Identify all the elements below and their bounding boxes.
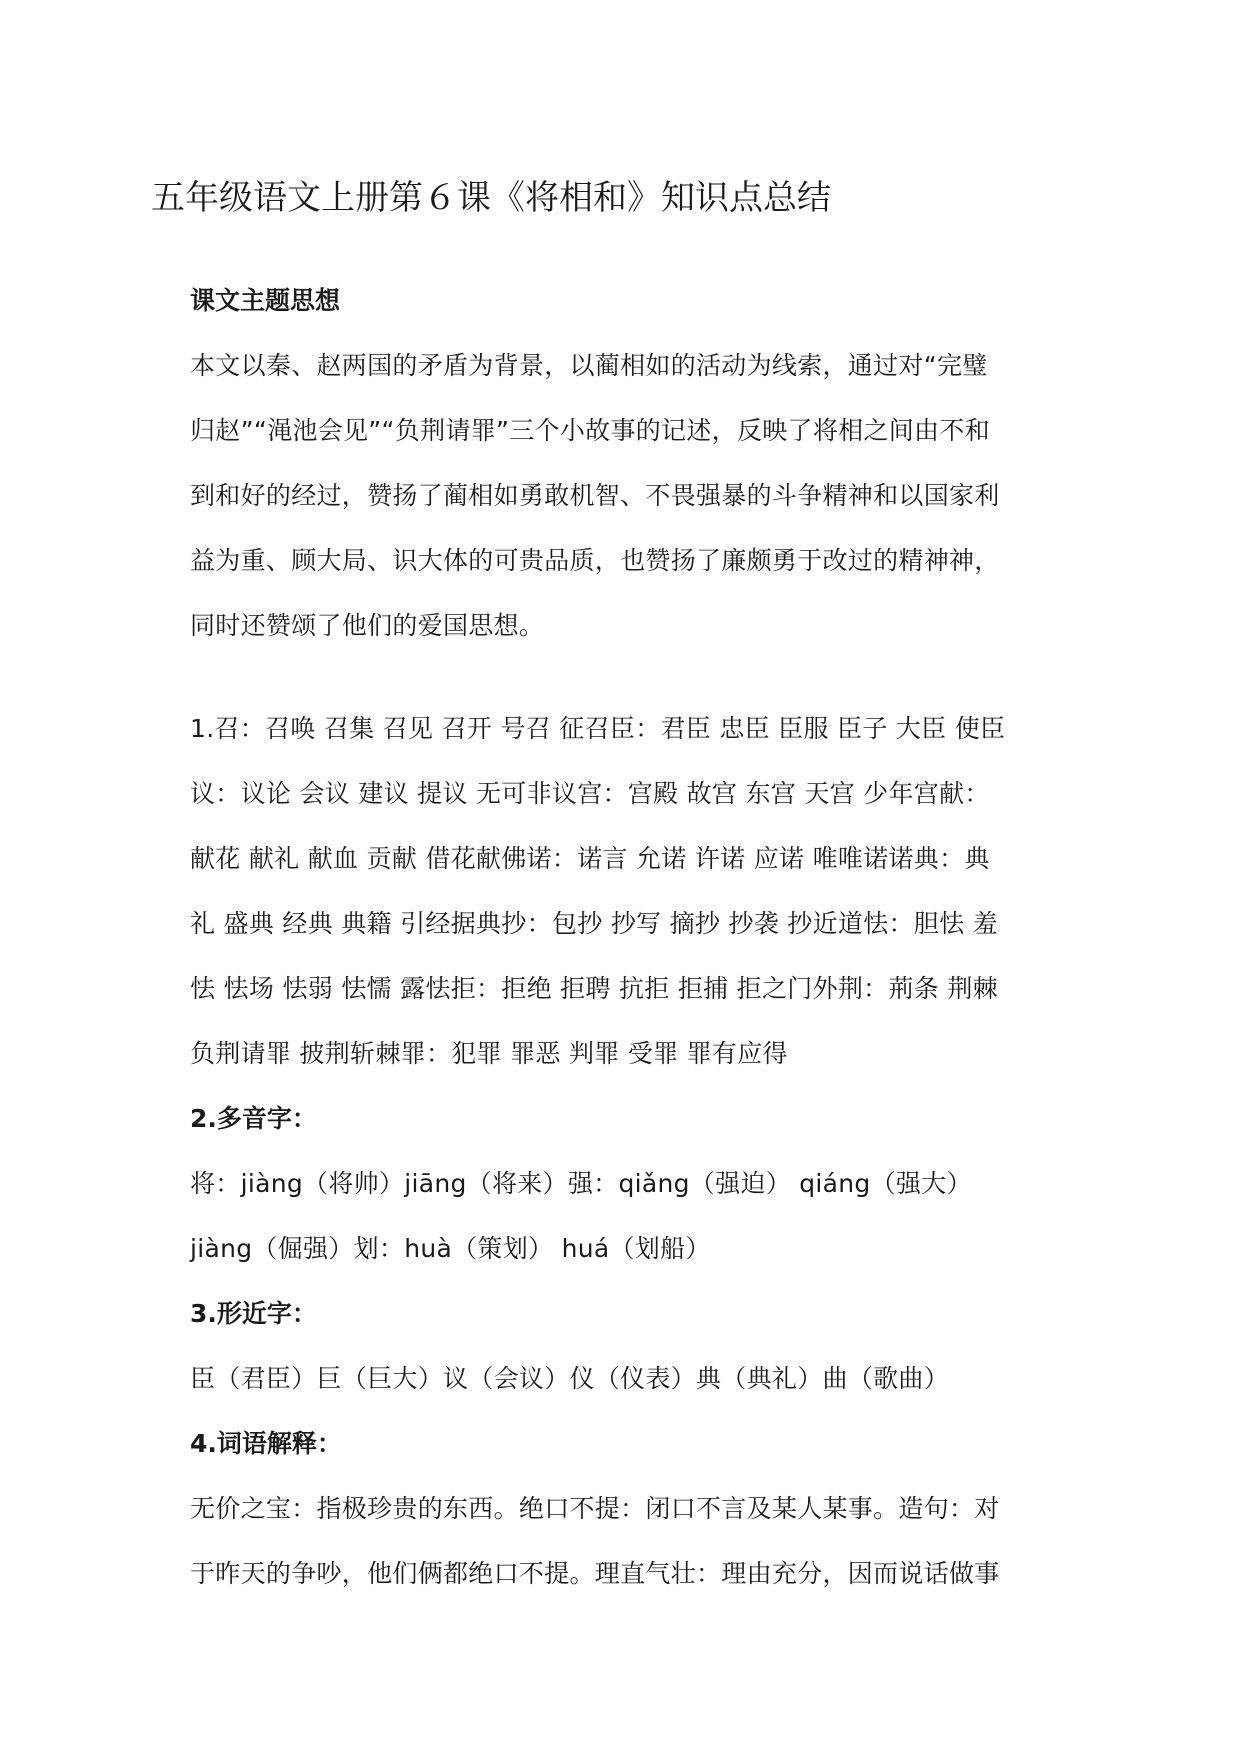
text-line: 本文以秦、赵两国的矛盾为背景，以蔺相如的活动为线索，通过对“完璧 [190, 351, 988, 380]
text-line: 怯 怯场 怯弱 怯懦 露怯拒：拒绝 拒聘 抗拒 拒捕 拒之门外荆：荊条 荆棘 [190, 974, 998, 1003]
text-line: 负荆请罪 披荆斩棘罪：犯罪 罪恶 判罪 受罪 罪有应得 [190, 1039, 788, 1068]
section-paragraph [190, 1151, 1070, 1281]
section-heading: 4.词语解释： [190, 1429, 342, 1458]
section-word-explanations [190, 1411, 1070, 1606]
document-title: 五年级语文上册第６课《将相和》知识点总结 [151, 178, 831, 218]
text-line: 益为重、顾大局、识大体的可贵品质，也赞扬了廉颇勇于改过的精神神， [190, 546, 1000, 575]
text-line: 将：jiàng（将帅）jiāng（将来）强：qiǎng（强迫） qiáng（强大） [190, 1169, 972, 1198]
text-line: 同时还赞颂了他们的爱国思想。 [190, 611, 545, 640]
text-line: 无价之宝：指极珍贵的东西。绝口不提：闭口不言及某人某事。造句：对 [190, 1494, 1000, 1523]
document-body [190, 268, 1070, 1606]
text-line: 臣（君臣）巨（巨大）议（会议）仪（仪表）典（典礼）曲（歌曲） [190, 1364, 950, 1393]
text-line: 议：议论 会议 建议 提议 无可非议宫：宫殿 故宫 东宫 天宫 少年宫献： [190, 779, 990, 808]
section-paragraph [190, 1346, 1070, 1411]
text-line: 于昨天的争吵，他们俩都绝口不提。理直气壮：理由充分，因而说话做事 [190, 1559, 1000, 1588]
section-paragraph [190, 333, 1070, 658]
section-theme [190, 268, 1070, 658]
section-spacer [190, 658, 1070, 696]
section-heading: 3.形近字： [190, 1299, 317, 1328]
text-line: 到和好的经过，赞扬了蔺相如勇敢机智、不畏强暴的斗争精神和以国家利 [190, 481, 1000, 510]
section-similar-characters [190, 1281, 1070, 1411]
section-heading: 课文主题思想 [190, 286, 341, 315]
text-line: 归赵”“渑池会见”“负荆请罪”三个小故事的记述，反映了将相之间由不和 [190, 416, 990, 445]
section-polyphonic [190, 1086, 1070, 1281]
text-line: jiàng（倔强）划：huà（策划） huá（划船） [190, 1234, 711, 1263]
text-line: 礼 盛典 经典 典籍 引经据典抄：包抄 抄写 摘抄 抄袭 抄近道怯：胆怯 羞 [190, 909, 998, 938]
section-paragraph [190, 696, 1070, 1086]
section-paragraph [190, 1476, 1070, 1606]
text-line: 1.召：召唤 召集 召见 召开 号召 征召臣：君臣 忠臣 臣服 臣子 大臣 使臣 [190, 714, 1006, 743]
section-heading: 2.多音字： [190, 1104, 317, 1133]
section-vocabulary [190, 696, 1070, 1086]
text-line: 献花 献礼 献血 贡献 借花献佛诺：诺言 允诺 许诺 应诺 唯唯诺诺典：典 [190, 844, 990, 873]
